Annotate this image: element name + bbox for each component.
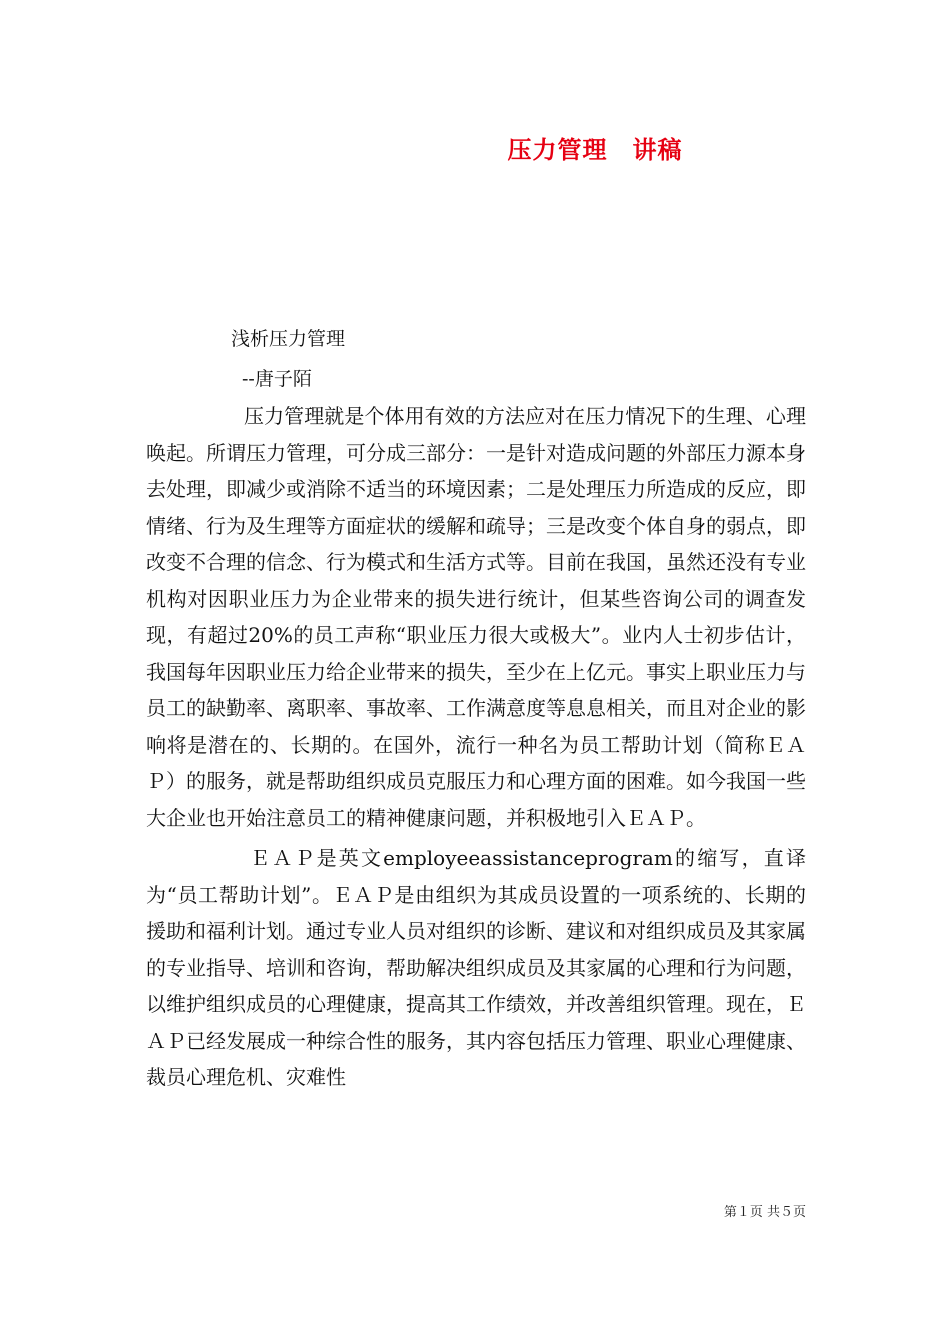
page-number-footer: 第１页 共５页 bbox=[723, 1205, 806, 1220]
article-subtitle: 浅析压力管理 bbox=[231, 328, 346, 350]
paragraph-2: ＥＡＰ是英文employeeassistanceprogram的缩写，直译为“员工帮助计划”。ＥＡＰ是由组织为其成员设置的一项系统的、长期的援助和福利计划。通过专业人员对组织的诊断、建议和对组织成员及其家属的专业指导、培训和咨询，帮助解决组织成员及其家属的心理和行为问题，以维护组织成员的心理健康，提高其工作绩效，并改善组织管理。现在，ＥＡＰ已经发展成一种综合性的服务，其内容包括压力管理、职业心理健康、裁员心理危机、灾难性 bbox=[146, 846, 806, 1089]
page-title: 压力管理 讲稿 bbox=[507, 135, 683, 164]
article-author: --唐子陌 bbox=[242, 368, 312, 390]
article-body bbox=[146, 398, 806, 1096]
paragraph-1: 压力管理就是个体用有效的方法应对在压力情况下的生理、心理唤起。所谓压力管理，可分成三部分：一是针对造成问题的外部压力源本身去处理，即减少或消除不适当的环境因素；二是处理压力所造成的反应，即情绪、行为及生理等方面症状的缓解和疏导；三是改变个体自身的弱点，即改变不合理的信念、行为模式和生活方式等。目前在我国，虽然还没有专业机构对因职业压力为企业带来的损失进行统计，但某些咨询公司的调查发现，有超过20%的员工声称“职业压力很大或极大”。业内人士初步估计，我国每年因职业压力给企业带来的损失，至少在上亿元。事实上职业压力与员工的缺勤率、离职率、事故率、工作满意度等息息相关，而且对企业的影响将是潜在的、长期的。在国外，流行一种名为员工帮助计划（简称ＥＡＰ）的服务，就是帮助组织成员克服压力和心理方面的困难。如今我国一些大企业也开始注意员工的精神健康问题，并积极地引入ＥＡＰ。 bbox=[146, 404, 806, 830]
